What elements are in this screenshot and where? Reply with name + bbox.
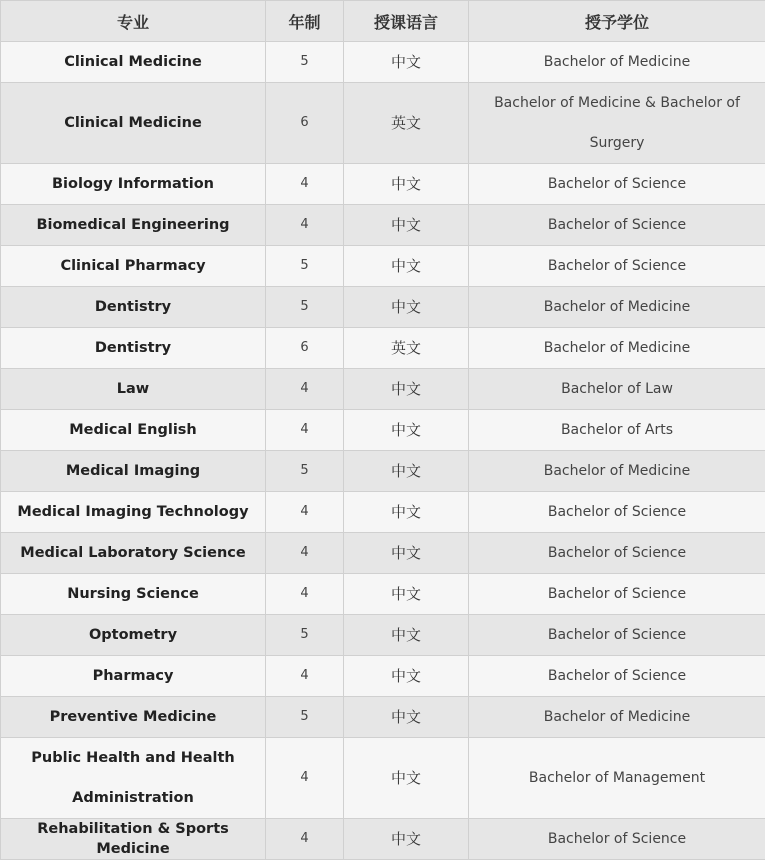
years-cell: 4 bbox=[266, 533, 344, 574]
language-cell: 中文 bbox=[344, 615, 469, 656]
language-cell: 中文 bbox=[344, 574, 469, 615]
header-major: 专业 bbox=[1, 1, 266, 42]
major-cell: Biology Information bbox=[1, 164, 266, 205]
language-cell: 中文 bbox=[344, 246, 469, 287]
major-cell: Clinical Medicine bbox=[1, 83, 266, 164]
table-row bbox=[1, 287, 765, 328]
language-cell: 中文 bbox=[344, 697, 469, 738]
years-cell: 5 bbox=[266, 246, 344, 287]
years-cell: 5 bbox=[266, 287, 344, 328]
years-cell: 5 bbox=[266, 42, 344, 83]
years-cell: 4 bbox=[266, 492, 344, 533]
language-cell: 中文 bbox=[344, 287, 469, 328]
degree-cell: Bachelor of Science bbox=[469, 164, 765, 205]
degree-cell: Bachelor of Management bbox=[469, 738, 765, 819]
degree-cell: Bachelor of Science bbox=[469, 533, 765, 574]
years-cell: 5 bbox=[266, 615, 344, 656]
language-cell: 中文 bbox=[344, 656, 469, 697]
years-cell: 4 bbox=[266, 574, 344, 615]
major-cell: Clinical Pharmacy bbox=[1, 246, 266, 287]
table-row bbox=[1, 533, 765, 574]
major-cell: Medical English bbox=[1, 410, 266, 451]
major-cell: Dentistry bbox=[1, 328, 266, 369]
header-degree: 授予学位 bbox=[469, 1, 765, 42]
years-cell: 4 bbox=[266, 164, 344, 205]
table-row bbox=[1, 164, 765, 205]
years-cell: 6 bbox=[266, 328, 344, 369]
language-cell: 英文 bbox=[344, 328, 469, 369]
table-row bbox=[1, 492, 765, 533]
major-cell: Medical Imaging Technology bbox=[1, 492, 266, 533]
major-cell: Clinical Medicine bbox=[1, 42, 266, 83]
table-row bbox=[1, 328, 765, 369]
table-row bbox=[1, 369, 765, 410]
years-cell: 4 bbox=[266, 738, 344, 819]
language-cell: 中文 bbox=[344, 492, 469, 533]
table-row bbox=[1, 697, 765, 738]
degree-cell: Bachelor of Science bbox=[469, 246, 765, 287]
table-row bbox=[1, 738, 765, 819]
years-cell: 5 bbox=[266, 451, 344, 492]
table-body bbox=[1, 42, 765, 860]
years-cell: 5 bbox=[266, 697, 344, 738]
degree-cell: Bachelor of Law bbox=[469, 369, 765, 410]
table-row bbox=[1, 205, 765, 246]
language-cell: 中文 bbox=[344, 42, 469, 83]
years-cell: 6 bbox=[266, 83, 344, 164]
language-cell: 中文 bbox=[344, 369, 469, 410]
degree-cell: Bachelor of Science bbox=[469, 819, 765, 860]
header-row bbox=[1, 1, 765, 42]
degree-cell: Bachelor of Medicine bbox=[469, 42, 765, 83]
language-cell: 中文 bbox=[344, 164, 469, 205]
language-cell: 中文 bbox=[344, 205, 469, 246]
table-row bbox=[1, 656, 765, 697]
major-cell: Dentistry bbox=[1, 287, 266, 328]
major-cell: Biomedical Engineering bbox=[1, 205, 266, 246]
table-header bbox=[1, 1, 765, 42]
major-cell: Pharmacy bbox=[1, 656, 266, 697]
language-cell: 中文 bbox=[344, 533, 469, 574]
table-row bbox=[1, 819, 765, 860]
degree-cell: Bachelor of Medicine bbox=[469, 287, 765, 328]
table-row bbox=[1, 42, 765, 83]
degree-cell: Bachelor of Medicine bbox=[469, 328, 765, 369]
years-cell: 4 bbox=[266, 205, 344, 246]
table-row bbox=[1, 574, 765, 615]
degree-cell: Bachelor of Medicine bbox=[469, 451, 765, 492]
major-cell: Law bbox=[1, 369, 266, 410]
degree-cell: Bachelor of Arts bbox=[469, 410, 765, 451]
table-row bbox=[1, 83, 765, 164]
degree-cell: Bachelor of Medicine & Bachelor of Surgery bbox=[469, 83, 765, 164]
degree-cell: Bachelor of Science bbox=[469, 492, 765, 533]
language-cell: 中文 bbox=[344, 819, 469, 860]
major-cell: Nursing Science bbox=[1, 574, 266, 615]
language-cell: 中文 bbox=[344, 451, 469, 492]
table-row bbox=[1, 410, 765, 451]
years-cell: 4 bbox=[266, 656, 344, 697]
years-cell: 4 bbox=[266, 410, 344, 451]
table-row bbox=[1, 451, 765, 492]
header-language: 授课语言 bbox=[344, 1, 469, 42]
language-cell: 英文 bbox=[344, 83, 469, 164]
years-cell: 4 bbox=[266, 819, 344, 860]
table-row bbox=[1, 246, 765, 287]
header-years: 年制 bbox=[266, 1, 344, 42]
language-cell: 中文 bbox=[344, 738, 469, 819]
major-cell: Rehabilitation & Sports Medicine bbox=[1, 819, 266, 860]
major-cell: Preventive Medicine bbox=[1, 697, 266, 738]
major-cell: Medical Imaging bbox=[1, 451, 266, 492]
degree-cell: Bachelor of Science bbox=[469, 205, 765, 246]
table-row bbox=[1, 615, 765, 656]
major-cell: Medical Laboratory Science bbox=[1, 533, 266, 574]
degree-cell: Bachelor of Medicine bbox=[469, 697, 765, 738]
degree-cell: Bachelor of Science bbox=[469, 656, 765, 697]
language-cell: 中文 bbox=[344, 410, 469, 451]
degree-cell: Bachelor of Science bbox=[469, 615, 765, 656]
major-cell: Optometry bbox=[1, 615, 266, 656]
major-cell: Public Health and Health Administration bbox=[1, 738, 266, 819]
degree-cell: Bachelor of Science bbox=[469, 574, 765, 615]
years-cell: 4 bbox=[266, 369, 344, 410]
